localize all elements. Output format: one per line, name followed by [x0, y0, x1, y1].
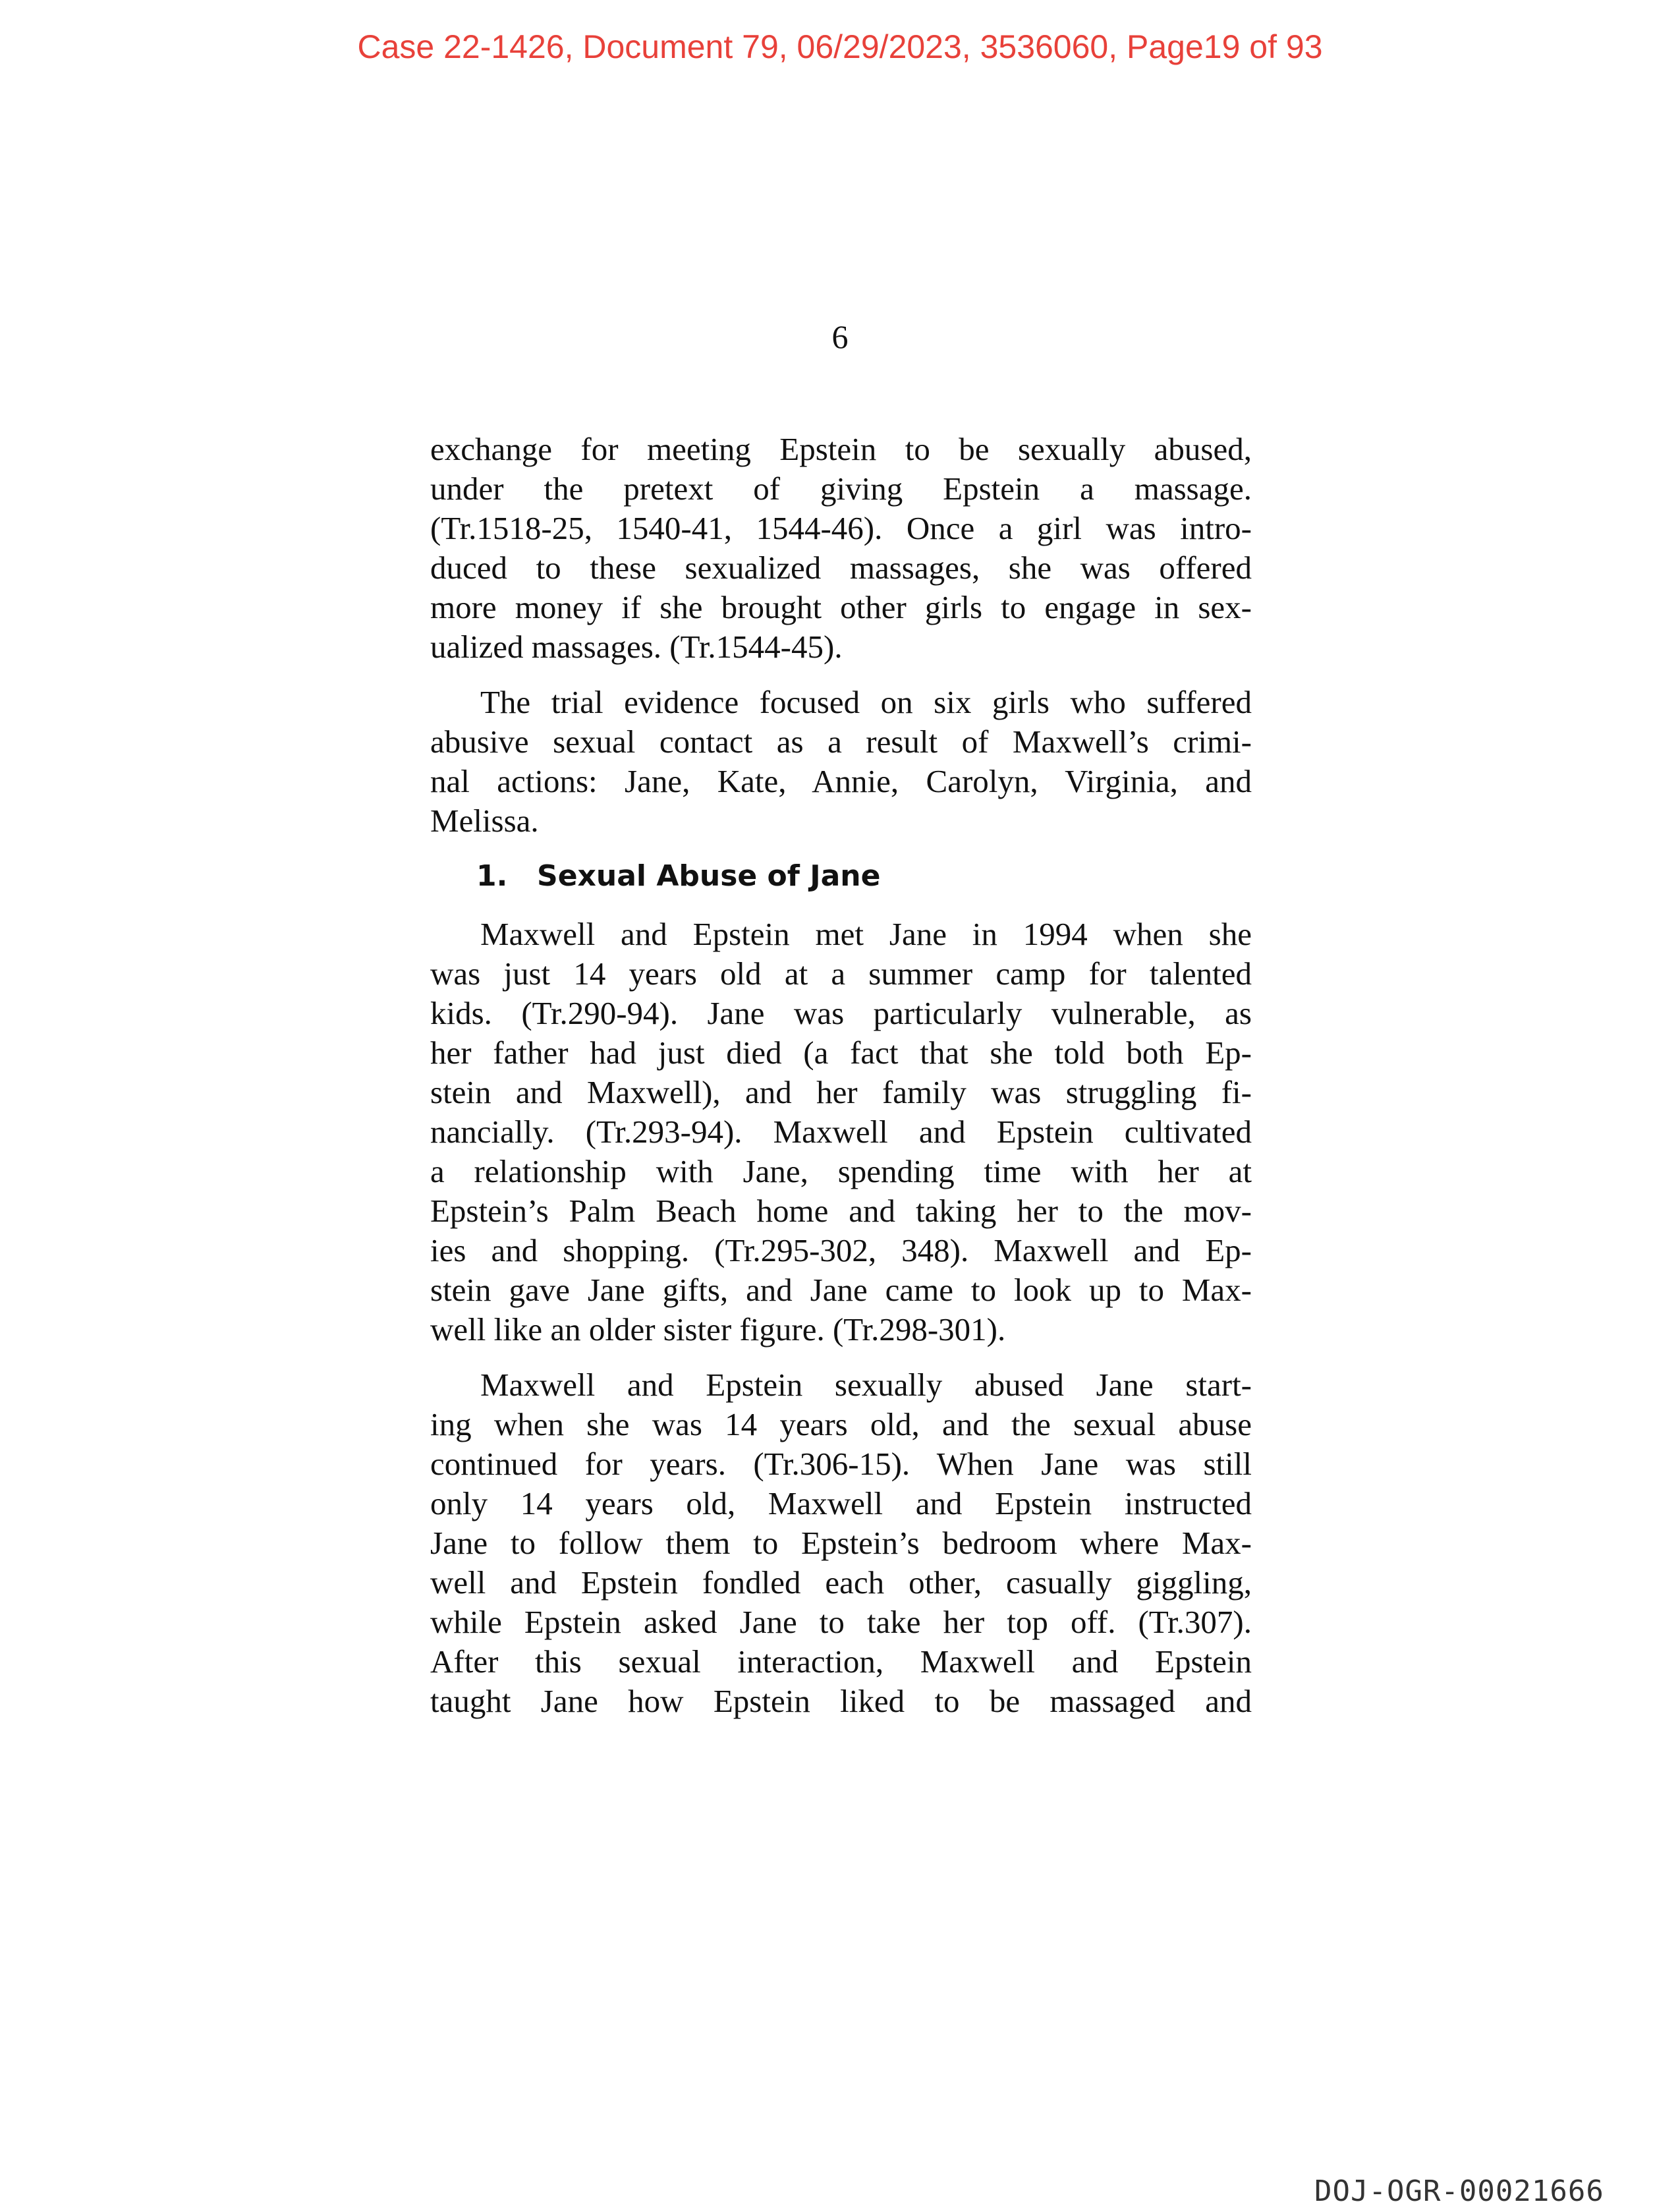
text-line: stein and Maxwell), and her family was struggling fi-	[430, 1074, 1252, 1110]
text-line: kids. (Tr.290-94). Jane was particularly vulnerable, as	[430, 995, 1252, 1031]
text-line: only 14 years old, Maxwell and Epstein instructed	[430, 1485, 1252, 1521]
text-line: taught Jane how Epstein liked to be massaged and	[430, 1683, 1252, 1719]
text-line: ualized massages. (Tr.1544-45).	[430, 629, 843, 665]
section-heading	[430, 857, 1252, 896]
text-line: while Epstein asked Jane to take her top off. (Tr.307).	[430, 1604, 1252, 1640]
text-line: well and Epstein fondled each other, casually giggling,	[430, 1564, 1252, 1601]
paragraph-4	[430, 1365, 1252, 1721]
text-line: (Tr.1518-25, 1540-41, 1544-46). Once a girl was intro-	[430, 510, 1252, 546]
text-line: Maxwell and Epstein sexually abused Jane start-	[480, 1367, 1252, 1403]
text-line: duced to these sexualized massages, she was offered	[430, 550, 1252, 586]
text-line: exchange for meeting Epstein to be sexually abused,	[430, 431, 1252, 467]
case-header-stamp: Case 22-1426, Document 79, 06/29/2023, 3536060, Page19 of 93	[357, 28, 1323, 65]
text-line: her father had just died (a fact that she told both Ep-	[430, 1035, 1252, 1071]
text-line: a relationship with Jane, spending time with her at	[430, 1153, 1252, 1189]
paragraph-1	[430, 430, 1252, 667]
text-line: was just 14 years old at a summer camp for talented	[430, 955, 1252, 992]
paragraph-2	[430, 683, 1252, 841]
text-line: stein gave Jane gifts, and Jane came to look up to Max-	[430, 1272, 1252, 1308]
text-line: ing when she was 14 years old, and the sexual abuse	[430, 1406, 1252, 1442]
paragraph-3	[430, 915, 1252, 1349]
text-line: nancially. (Tr.293-94). Maxwell and Epstein cultivated	[430, 1114, 1252, 1150]
text-line: Epstein’s Palm Beach home and taking her to the mov-	[430, 1193, 1252, 1229]
text-line: Maxwell and Epstein met Jane in 1994 when she	[480, 916, 1252, 952]
text-line: more money if she brought other girls to engage in sex-	[430, 589, 1252, 625]
section-number: 1.	[476, 859, 508, 893]
text-line: under the pretext of giving Epstein a massage.	[430, 470, 1252, 507]
text-line: nal actions: Jane, Kate, Annie, Carolyn, Virginia, and	[430, 763, 1252, 799]
text-line: continued for years. (Tr.306-15). When Jane was still	[430, 1446, 1252, 1482]
text-line: After this sexual interaction, Maxwell and Epstein	[430, 1643, 1252, 1680]
bates-number: DOJ-OGR-00021666	[1314, 2174, 1604, 2208]
text-line: ies and shopping. (Tr.295-302, 348). Maxwell and Ep-	[430, 1232, 1252, 1268]
document-body	[430, 430, 1252, 1737]
text-line: abusive sexual contact as a result of Maxwell’s crimi-	[430, 723, 1252, 760]
page-number: 6	[831, 318, 849, 355]
text-line: Jane to follow them to Epstein’s bedroom where Max-	[430, 1525, 1252, 1561]
text-line: The trial evidence focused on six girls who suffered	[480, 684, 1252, 720]
text-line: well like an older sister figure. (Tr.298-301).	[430, 1311, 1006, 1347]
section-title: Sexual Abuse of Jane	[537, 859, 881, 893]
text-line: Melissa.	[430, 803, 539, 839]
